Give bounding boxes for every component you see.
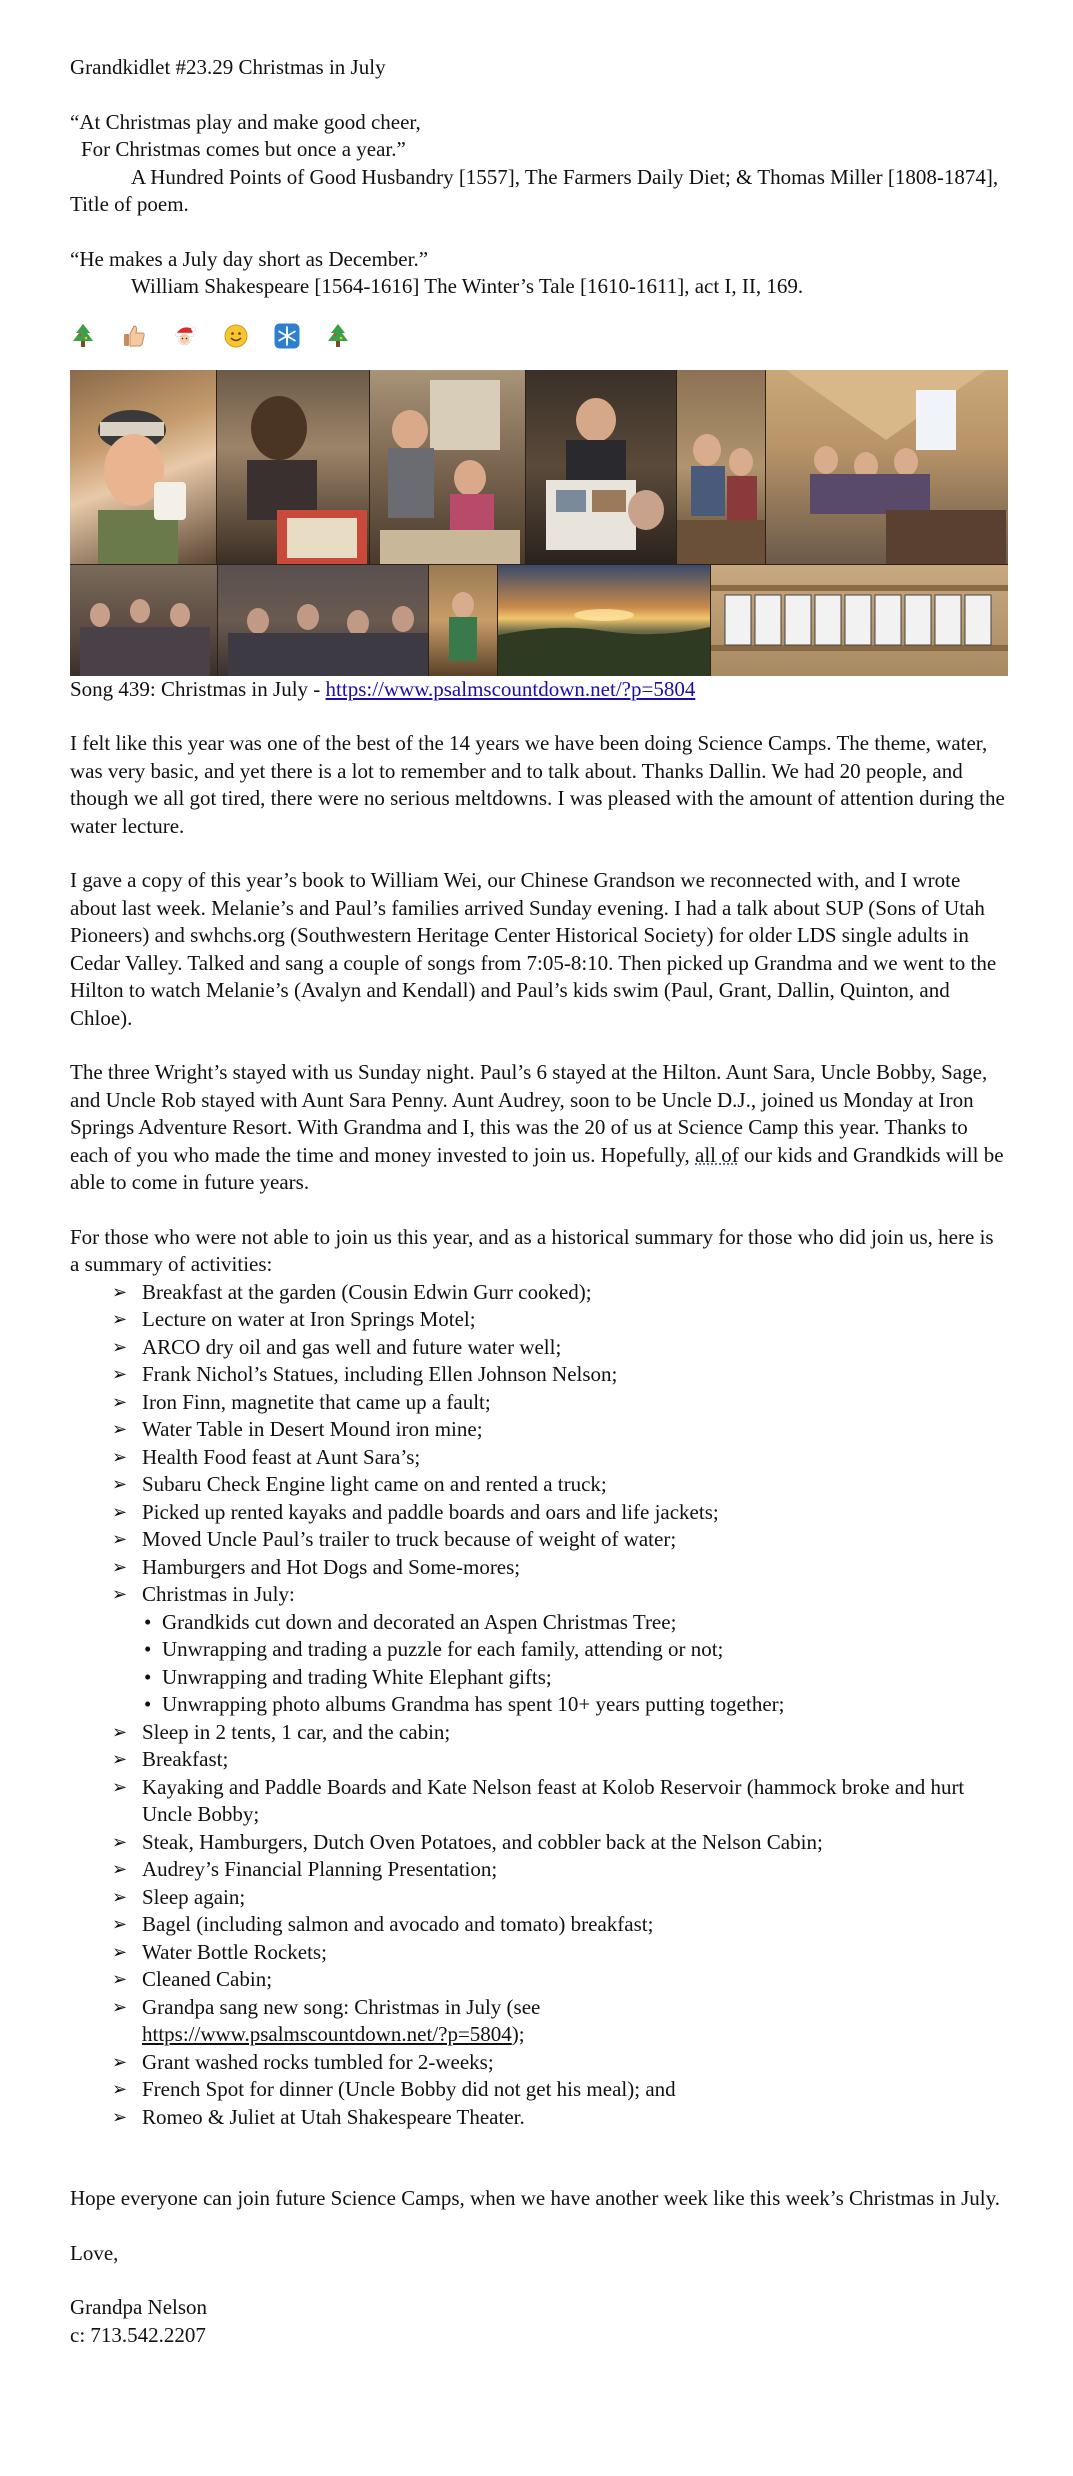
- document-title: Grandkidlet #23.29 Christmas in July: [70, 55, 386, 79]
- photo-sunset-valley: [498, 565, 710, 676]
- list-item: ➢ Kayaking and Paddle Boards and Kate Nelson feast at Kolob Reservoir (hammock broke and hurt Uncle Bobby;: [112, 1774, 1008, 1829]
- paragraph-3: [70, 1059, 1008, 1197]
- list-item: ➢ Iron Finn, magnetite that came up a fault;: [112, 1389, 1008, 1417]
- list-item: ➢ Water Bottle Rockets;: [112, 1939, 1008, 1967]
- list-item: ➢ Sleep again;: [112, 1884, 1008, 1912]
- list-item: ➢ Water Table in Desert Mound iron mine;: [112, 1416, 1008, 1444]
- photo-puzzle-boxes: [711, 565, 1008, 676]
- christmas-tree-icon: [325, 323, 351, 349]
- photo-collage: [70, 370, 1008, 676]
- list-item: ➢ Breakfast;: [112, 1746, 1008, 1774]
- christmas-tree-icon: [70, 323, 96, 349]
- love-line: Love,: [70, 2240, 119, 2265]
- photo-group-couch: [677, 370, 765, 564]
- list-item: ➢ Grant washed rocks tumbled for 2-weeks;: [112, 2049, 1008, 2077]
- song-item-before: Grandpa sang new song: Christmas in July (see: [142, 1994, 541, 2019]
- list-item: ➢ Picked up rented kayaks and paddle boards and oars and life jackets;: [112, 1499, 1008, 1527]
- list-item: ➢ Breakfast at the garden (Cousin Edwin Gurr cooked);: [112, 1279, 1008, 1307]
- sub-list-item: • Unwrapping photo albums Grandma has spent 10+ years putting together;: [142, 1691, 1008, 1719]
- list-item: ➢ Bagel (including salmon and avocado and tomato) breakfast;: [112, 1911, 1008, 1939]
- list-item: ➢ Cleaned Cabin;: [112, 1966, 1008, 1994]
- list-item: ➢ ARCO dry oil and gas well and future water well;: [112, 1334, 1008, 1362]
- photo-lecture-room: [70, 565, 217, 676]
- quote1-attribution: A Hundred Points of Good Husbandry [1557], The Farmers Daily Diet; & Thomas Miller [1808-1874], Title of poem.: [70, 164, 999, 216]
- smiling-face-icon: [223, 323, 249, 349]
- thumbs-up-icon: [121, 323, 147, 349]
- emoji-row: [70, 318, 1008, 354]
- song-item-link[interactable]: https://www.psalmscountdown.net/?p=5804: [142, 2022, 512, 2046]
- quote2-line1: “He makes a July day short as December.”: [70, 246, 429, 271]
- list-item: ➢ Hamburgers and Hot Dogs and Some-mores;: [112, 1554, 1008, 1582]
- sub-list-item: • Grandkids cut down and decorated an Aspen Christmas Tree;: [142, 1609, 1008, 1637]
- document-body: [70, 54, 1008, 2349]
- photo-grandson-mug: [70, 370, 216, 564]
- signature: Grandpa Nelson: [70, 2295, 208, 2319]
- photo-photo-albums: [526, 370, 676, 564]
- christmas-heading: Christmas in July:: [142, 1582, 295, 1606]
- quote1-line1: “At Christmas play and make good cheer,: [70, 109, 421, 134]
- list-item: ➢ Subaru Check Engine light came on and rented a truck;: [112, 1471, 1008, 1499]
- list-item: ➢ Frank Nichol’s Statues, including Ellen Johnson Nelson;: [112, 1361, 1008, 1389]
- list-item: ➢ Moved Uncle Paul’s trailer to truck because of weight of water;: [112, 1526, 1008, 1554]
- song-line: [70, 676, 1008, 704]
- photo-girl-puzzle: [217, 370, 369, 564]
- quote1-line2: For Christmas comes but once a year.”: [81, 137, 406, 161]
- list-item: ➢ French Spot for dinner (Uncle Bobby did not get his meal); and: [112, 2076, 1008, 2104]
- quote2-attribution: William Shakespeare [1564-1616] The Winter’s Tale [1610-1611], act I, II, 169.: [131, 274, 804, 298]
- phone-number: c: 713.542.2207: [70, 2322, 206, 2347]
- song-link[interactable]: https://www.psalmscountdown.net/?p=5804: [325, 676, 696, 701]
- photo-group-cabin: [766, 370, 1008, 564]
- paragraph-1: I felt like this year was one of the best of the 14 years we have been doing Science Camps. The theme, water, was very basic, and yet there is a lot to remember and to talk about. Thanks Dallin. We had 20 people, and though we all got tired, there were no serious meltdowns. I was pleased with the amount of attention during the water lecture.: [70, 731, 1005, 838]
- list-item: ➢ Audrey’s Financial Planning Presentation;: [112, 1856, 1008, 1884]
- song-label: Song 439: Christmas in July -: [70, 676, 326, 701]
- paragraph-2: I gave a copy of this year’s book to William Wei, our Chinese Grandson we reconnected with, and I wrote about last week. Melanie’s and Paul’s families arrived Sunday evening. I had a talk about SUP (Sons of Utah Pioneers) and swhchs.org (Southwestern Heritage Center Historical Society) for older LDS single adults in Cedar Valley. Talked and sang a couple of songs from 7:05-8:10. Then picked up Grandma and we went to the Hilton to watch Melanie’s (Avalyn and Kendall) and Paul’s kids swim (Paul, Grant, Dallin, Quinton, and Chloe).: [70, 868, 997, 1030]
- paragraph-3-after: our kids and Grandkids will be able to come in future years.: [70, 1142, 1004, 1194]
- summary-intro: For those who were not able to join us this year, and as a historical summary for those who did join us, here is a summary of activities:: [70, 1224, 994, 1276]
- photo-lecture-audience: [218, 565, 428, 676]
- closing-paragraph: Hope everyone can join future Science Camps, when we have another week like this week’s Christmas in July.: [70, 2186, 1000, 2210]
- paragraph-3-underlined: all of: [695, 1142, 739, 1167]
- list-item-christmas: [112, 1581, 1008, 1719]
- photo-family-table: [370, 370, 525, 564]
- list-item: ➢ Lecture on water at Iron Springs Motel;: [112, 1306, 1008, 1334]
- snowflake-icon: [274, 323, 300, 349]
- list-item: ➢ Health Food feast at Aunt Sara’s;: [112, 1444, 1008, 1472]
- photo-kids-cabin: [429, 565, 497, 676]
- sub-list-item: • Unwrapping and trading White Elephant gifts;: [142, 1664, 1008, 1692]
- sub-list-item: • Unwrapping and trading a puzzle for each family, attending or not;: [142, 1636, 1008, 1664]
- list-item: ➢ Sleep in 2 tents, 1 car, and the cabin;: [112, 1719, 1008, 1747]
- santa-icon: [172, 323, 198, 349]
- christmas-sublist: [142, 1609, 1008, 1719]
- list-item: ➢ Romeo & Juliet at Utah Shakespeare Theater.: [112, 2104, 1008, 2132]
- list-item: ➢ Steak, Hamburgers, Dutch Oven Potatoes, and cobbler back at the Nelson Cabin;: [112, 1829, 1008, 1857]
- activities-list: [70, 1279, 1008, 2132]
- list-item-song: [112, 1994, 1008, 2049]
- song-item-after: );: [511, 2022, 525, 2046]
- paragraph-3-before: The three Wright’s stayed with us Sunday night. Paul’s 6 stayed at the Hilton. Aunt Sara, Uncle Bobby, Sage, and Uncle Rob stayed with Aunt Sara Penny. Aunt Audrey, soon to be Uncle D.J., joined us Monday at Iron Springs Adventure Resort. With Grandma and I, this was the 20 of us at Science Camp this year. Thanks to each of you who made the time and money invested to join us. Hopefully,: [70, 1060, 988, 1167]
